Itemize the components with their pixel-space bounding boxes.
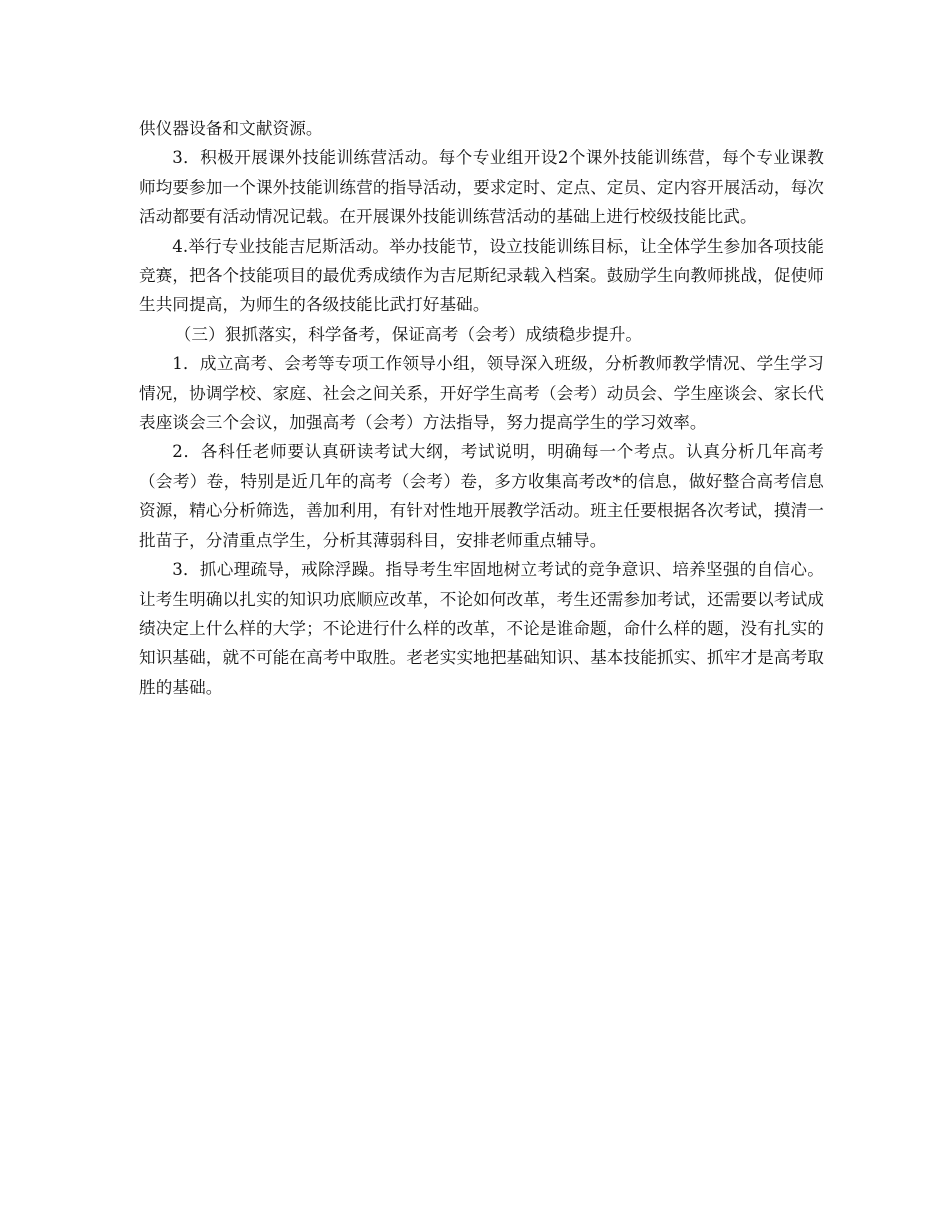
paragraph-item-1-leadership-group: 1．成立高考、会考等专项工作领导小组，领导深入班级，分析教师教学情况、学生学习情况，协调学校、家庭、社会之间关系，开好学生高考（会考）动员会、学生座谈会、家长代表座谈会三个会议，加强高考（会考）方法指导，努力提高学生的学习效率。	[139, 354, 824, 433]
section-heading-3: （三）狠抓落实，科学备考，保证高考（会考）成绩稳步提升。	[174, 324, 643, 344]
paragraph-item-3-training-camp: 3．积极开展课外技能训练营活动。每个专业组开设2个课外技能训练营，每个专业课教师均要参加一个课外技能训练营的指导活动，要求定时、定点、定员、定内容开展活动，每次活动都要有活动情况记载。在开展课外技能训练营活动的基础上进行校级技能比武。	[139, 148, 824, 227]
paragraph-item-2-exam-study: 2．各科任老师要认真研读考试大纲，考试说明，明确每一个考点。认真分析几年高考（会考）卷，特别是近几年的高考（会考）卷，多方收集高考改*的信息，做好整合高考信息资源，精心分析筛选，善加利用，有针对性地开展教学活动。班主任要根据各次考试，摸清一批苗子，分清重点学生，分析其薄弱科目，安排老师重点辅导。	[139, 442, 824, 550]
paragraph-item-3-psychological-guidance: 3．抓心理疏导，戒除浮躁。指导考生牢固地树立考试的竞争意识、培养坚强的自信心。让考生明确以扎实的知识功底顺应改革，不论如何改革，考生还需参加考试，还需要以考试成绩决定上什么样的大学；不论进行什么样的改革，不论是谁命题，命什么样的题，没有扎实的知识基础，就不可能在高考中取胜。老老实实地把基础知识、基本技能抓实、抓牢才是高考取胜的基础。	[139, 560, 824, 697]
paragraph-item-4-skills-guinness: 4.举行专业技能吉尼斯活动。举办技能节，设立技能训练目标，让全体学生参加各项技能竞赛，把各个技能项目的最优秀成绩作为吉尼斯纪录载入档案。鼓励学生向教师挑战，促使师生共同提高，为师生的各级技能比武打好基础。	[139, 236, 824, 315]
paragraph-continuation: 供仪器设备和文献资源。	[139, 119, 323, 138]
document-body	[139, 114, 824, 702]
